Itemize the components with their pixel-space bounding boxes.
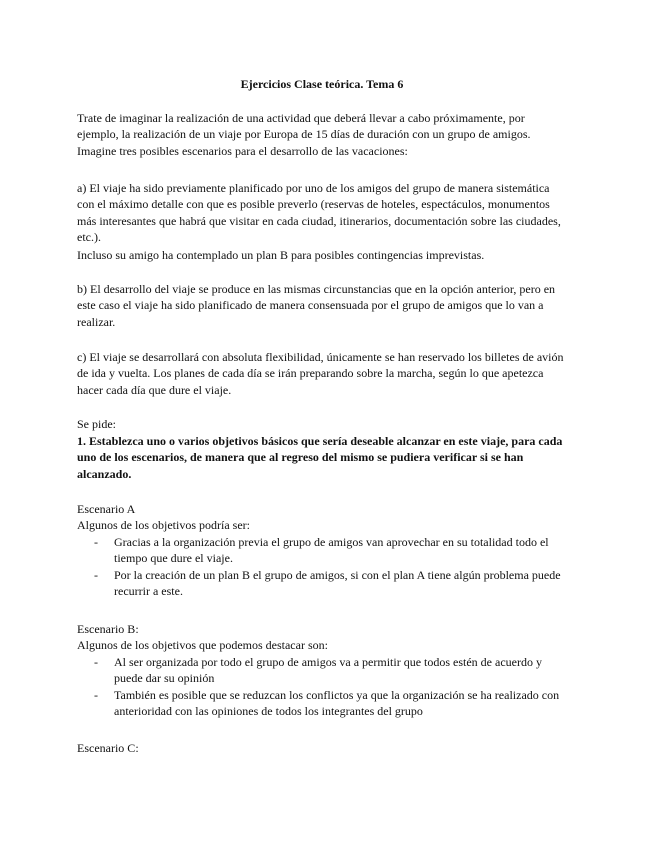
answer-a-heading: Escenario A bbox=[77, 502, 136, 516]
list-item bbox=[77, 567, 567, 600]
dash-bullet: - bbox=[94, 567, 98, 582]
answer-scenario-b bbox=[77, 621, 567, 719]
dash-bullet: - bbox=[94, 654, 98, 669]
dash-bullet: - bbox=[94, 534, 98, 549]
answer-b-heading: Escenario B: bbox=[77, 622, 139, 636]
scenario-c-paragraph: c) El viaje se desarrollará con absoluta flexibilidad, únicamente se han reservado los billetes de avión de ida y vuelta. Los planes de cada día se irán preparando sobre la marcha, según lo que apetezca hacer cada día que dure el viaje. bbox=[77, 350, 564, 397]
answer-b-list bbox=[77, 654, 567, 720]
list-item-text: También es posible que se reduzcan los conflictos ya que la organización se ha realizado con anterioridad con las opiniones de todos los integrantes del grupo bbox=[114, 687, 560, 719]
question-1: 1. Establezca uno o varios objetivos básicos que sería deseable alcanzar en este viaje, para cada uno de los escenarios, de manera que al regreso del mismo se pudiera verificar si se han alcanzado. bbox=[77, 434, 563, 481]
answer-a-lead: Algunos de los objetivos podría ser: bbox=[77, 518, 250, 533]
answer-c-heading: Escenario C: bbox=[77, 741, 139, 755]
answer-a-list bbox=[77, 534, 567, 600]
list-item-text: Al ser organizada por todo el grupo de amigos va a permitir que todos estén de acuerdo y puede dar su opinión bbox=[114, 654, 542, 686]
scenario-a-paragraph: a) El viaje ha sido previamente planificado por uno de los amigos del grupo de manera sistemática con el máximo detalle con que es posible preverlo (reservas de hoteles, espectáculos, monumentos más interesantes que habrá que visitar en cada ciudad, itinerarios, documentación sobre las ciudades, etc.). bbox=[77, 181, 561, 245]
list-item bbox=[77, 687, 567, 720]
answer-b-lead: Algunos de los objetivos que podemos destacar son: bbox=[77, 638, 328, 653]
se-pide-label: Se pide: bbox=[77, 417, 116, 431]
list-item-text: Por la creación de un plan B el grupo de amigos, si con el plan A tiene algún problema puede recurrir a este. bbox=[114, 567, 561, 599]
scenario-b-paragraph: b) El desarrollo del viaje se produce en las mismas circunstancias que en la opción anterior, pero en este caso el viaje ha sido planificado de manera consensuada por el grupo de amigos que lo van a realizar. bbox=[77, 282, 556, 329]
intro-paragraph: Trate de imaginar la realización de una actividad que deberá llevar a cabo próximamente, por ejemplo, la realización de un viaje por Europa de 15 días de duración con un grupo de amigos. Imagine tres posibles escenarios para el desarrollo de las vacaciones: bbox=[77, 111, 531, 158]
scenario-a-plan-b-line: Incluso su amigo ha contemplado un plan B para posibles contingencias imprevistas. bbox=[77, 248, 485, 262]
list-item bbox=[77, 534, 567, 567]
list-item bbox=[77, 654, 567, 687]
dash-bullet: - bbox=[94, 687, 98, 702]
answer-scenario-a bbox=[77, 501, 567, 599]
list-item-text: Gracias a la organización previa el grupo de amigos van aprovechar en su totalidad todo el tiempo que dure el viaje. bbox=[114, 534, 549, 566]
document-title: Ejercicios Clase teórica. Tema 6 bbox=[240, 77, 404, 91]
